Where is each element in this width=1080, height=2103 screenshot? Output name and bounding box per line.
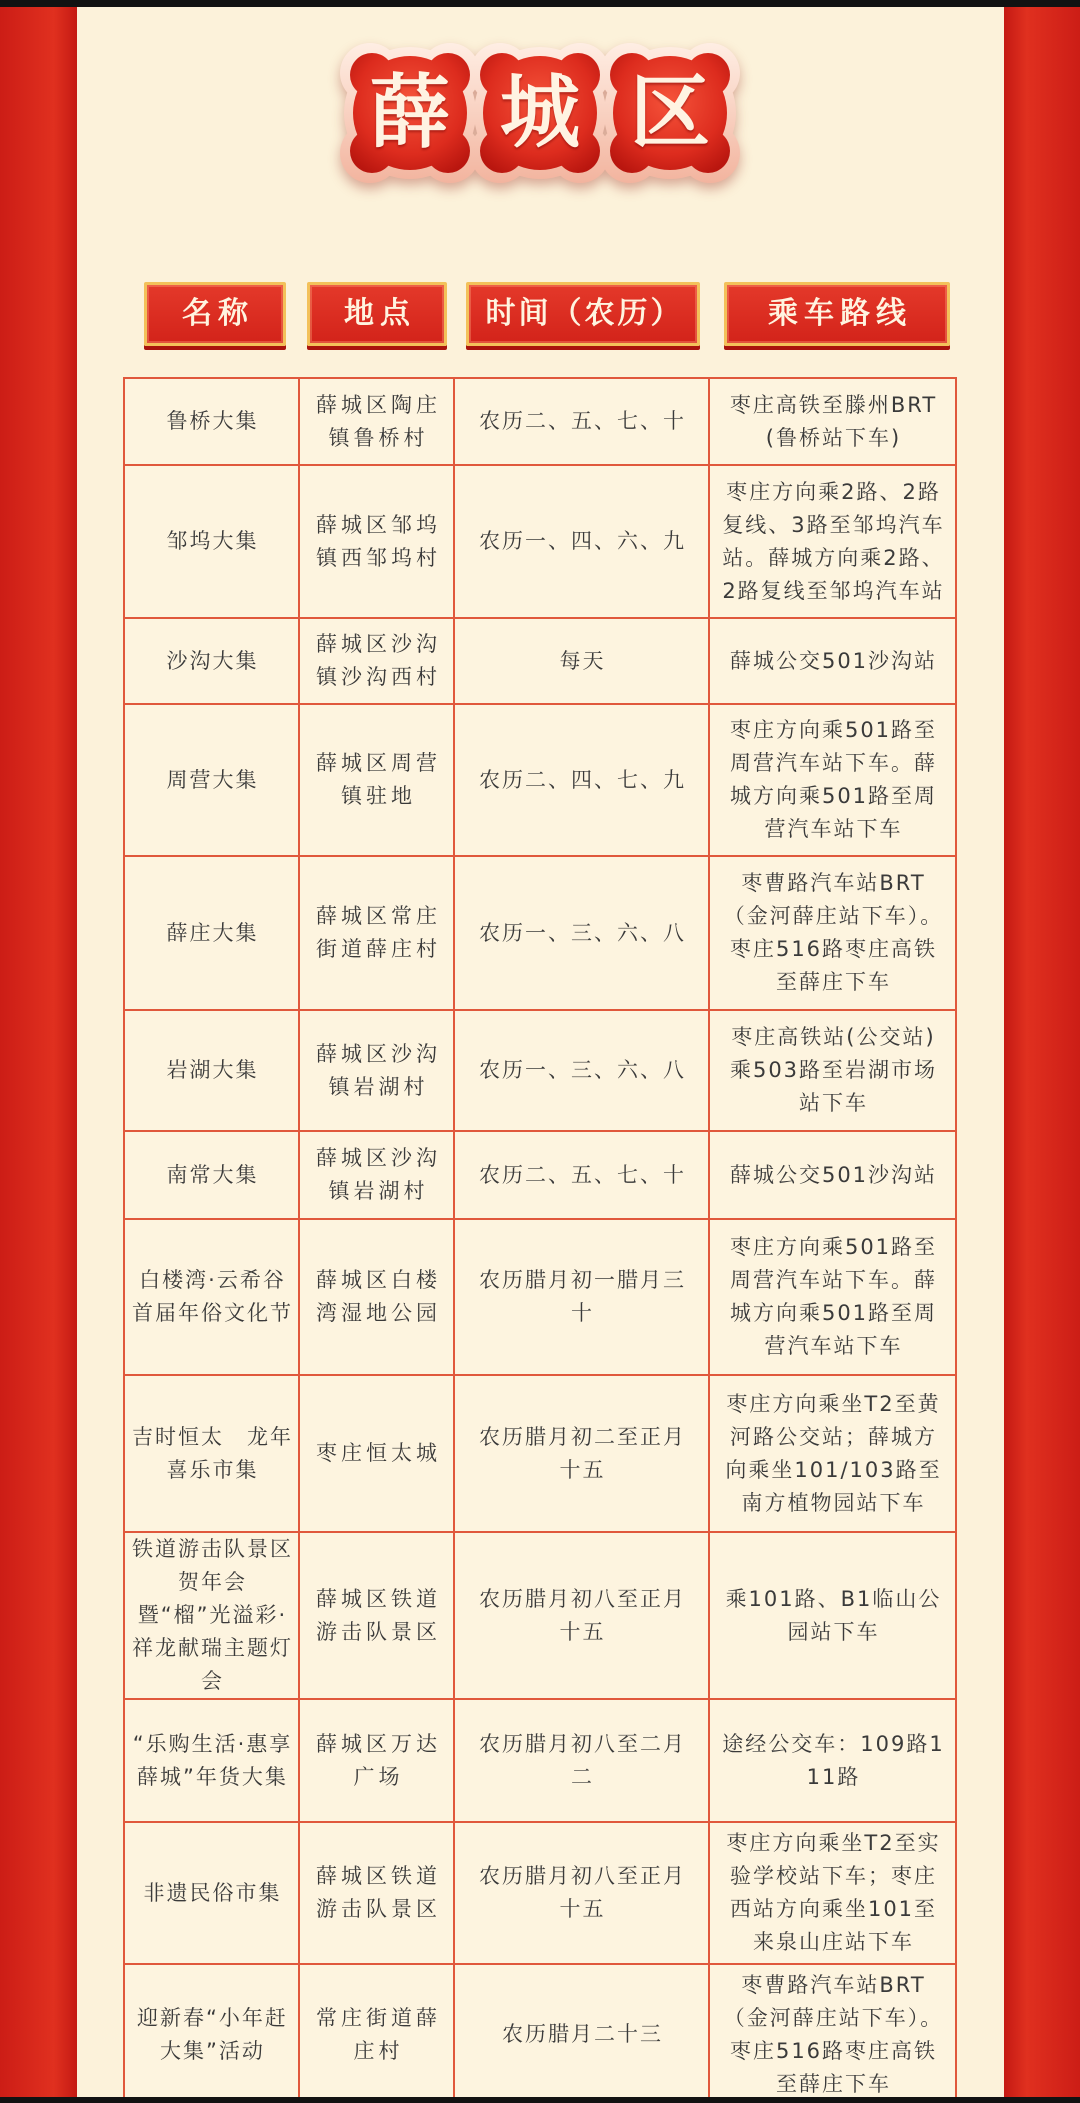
market-name-cell: 邹坞大集: [124, 465, 299, 618]
location-cell: 薛城区邹坞镇西邹坞村: [299, 465, 454, 618]
time-cell: 农历腊月初八至正月十五: [454, 1822, 709, 1964]
location-cell: 薛城区铁道游击队景区: [299, 1822, 454, 1964]
table-row: [124, 378, 956, 465]
title-char: 薛: [370, 66, 450, 159]
time-cell: 农历腊月初八至二月二: [454, 1699, 709, 1822]
table-row: [124, 1375, 956, 1532]
location-cell: 薛城区万达广场: [299, 1699, 454, 1822]
route-cell: 枣庄高铁站(公交站)乘503路至岩湖市场站下车: [709, 1010, 956, 1131]
route-cell: 枣庄方向乘坐T2至实验学校站下车；枣庄西站方向乘坐101至来泉山庄站下车: [709, 1822, 956, 1964]
time-cell: 农历一、三、六、八: [454, 1010, 709, 1131]
time-cell: 农历二、五、七、十: [454, 378, 709, 465]
market-name-cell: 周营大集: [124, 704, 299, 856]
column-header-route: 乘车路线: [724, 282, 950, 346]
time-cell: 农历一、三、六、八: [454, 856, 709, 1010]
table-row: [124, 465, 956, 618]
location-cell: 薛城区周营镇驻地: [299, 704, 454, 856]
location-cell: 薛城区常庄街道薛庄村: [299, 856, 454, 1010]
route-cell: 枣庄方向乘坐T2至黄河路公交站；薛城方向乘坐101/103路至南方植物园站下车: [709, 1375, 956, 1532]
column-header-name: 名称: [144, 282, 286, 346]
location-cell: 薛城区沙沟镇沙沟西村: [299, 618, 454, 704]
table-row: [124, 1131, 956, 1219]
market-name-cell: 岩湖大集: [124, 1010, 299, 1131]
time-cell: 农历腊月初八至正月十五: [454, 1532, 709, 1699]
time-cell: 农历腊月初二至正月十五: [454, 1375, 709, 1532]
market-name-cell: 沙沟大集: [124, 618, 299, 704]
market-name-cell: 吉时恒太 龙年喜乐市集: [124, 1375, 299, 1532]
market-name-cell: 非遗民俗市集: [124, 1822, 299, 1964]
market-name-cell: 薛庄大集: [124, 856, 299, 1010]
location-cell: 薛城区沙沟镇岩湖村: [299, 1131, 454, 1219]
location-cell: 薛城区沙沟镇岩湖村: [299, 1010, 454, 1131]
page-title: [330, 28, 750, 198]
route-cell: 枣曹路汽车站BRT（金河薛庄站下车）。枣庄516路枣庄高铁至薛庄下车: [709, 1964, 956, 2103]
table-row: [124, 1532, 956, 1699]
table-row: [124, 618, 956, 704]
market-name-cell: 铁道游击队景区贺年会暨“榴”光溢彩·祥龙献瑞主题灯会: [124, 1532, 299, 1699]
location-cell: 薛城区白楼湾湿地公园: [299, 1219, 454, 1375]
time-cell: 农历二、四、七、九: [454, 704, 709, 856]
market-name-cell: “乐购生活·惠享薛城”年货大集: [124, 1699, 299, 1822]
title-char: 城: [500, 66, 580, 159]
time-cell: 每天: [454, 618, 709, 704]
location-cell: 常庄街道薛庄村: [299, 1964, 454, 2103]
table-row: [124, 856, 956, 1010]
time-cell: 农历二、五、七、十: [454, 1131, 709, 1219]
location-cell: 枣庄恒太城: [299, 1375, 454, 1532]
table-row: [124, 1010, 956, 1131]
route-cell: 枣庄方向乘501路至周营汽车站下车。薛城方向乘501路至周营汽车站下车: [709, 704, 956, 856]
route-cell: 途经公交车：109路111路: [709, 1699, 956, 1822]
market-name-cell: 鲁桥大集: [124, 378, 299, 465]
right-red-border: [1004, 7, 1080, 2097]
time-cell: 农历一、四、六、九: [454, 465, 709, 618]
route-cell: 薛城公交501沙沟站: [709, 618, 956, 704]
table-row: [124, 1699, 956, 1822]
table-row: [124, 1219, 956, 1375]
market-table: [123, 377, 957, 2103]
bottom-black-bar: [0, 2097, 1080, 2103]
route-cell: 枣庄方向乘501路至周营汽车站下车。薛城方向乘501路至周营汽车站下车: [709, 1219, 956, 1375]
market-name-cell: 迎新春“小年赶大集”活动: [124, 1964, 299, 2103]
column-header-location: 地点: [307, 282, 447, 346]
time-cell: 农历腊月二十三: [454, 1964, 709, 2103]
left-red-border: [0, 7, 77, 2097]
location-cell: 薛城区陶庄镇鲁桥村: [299, 378, 454, 465]
table-row: [124, 1964, 956, 2103]
route-cell: 枣庄高铁至滕州BRT(鲁桥站下车): [709, 378, 956, 465]
market-name-cell: 南常大集: [124, 1131, 299, 1219]
route-cell: 枣曹路汽车站BRT（金河薛庄站下车）。枣庄516路枣庄高铁至薛庄下车: [709, 856, 956, 1010]
title-char: 区: [630, 66, 710, 159]
market-name-cell: 白楼湾·云希谷首届年俗文化节: [124, 1219, 299, 1375]
route-cell: 枣庄方向乘2路、2路复线、3路至邹坞汽车站。薛城方向乘2路、2路复线至邹坞汽车站: [709, 465, 956, 618]
time-cell: 农历腊月初一腊月三十: [454, 1219, 709, 1375]
column-header-time: 时间（农历）: [466, 282, 700, 346]
top-black-bar: [0, 0, 1080, 7]
table-row: [124, 704, 956, 856]
route-cell: 乘101路、B1临山公园站下车: [709, 1532, 956, 1699]
route-cell: 薛城公交501沙沟站: [709, 1131, 956, 1219]
location-cell: 薛城区铁道游击队景区: [299, 1532, 454, 1699]
market-table-body: [124, 378, 956, 2103]
table-row: [124, 1822, 956, 1964]
